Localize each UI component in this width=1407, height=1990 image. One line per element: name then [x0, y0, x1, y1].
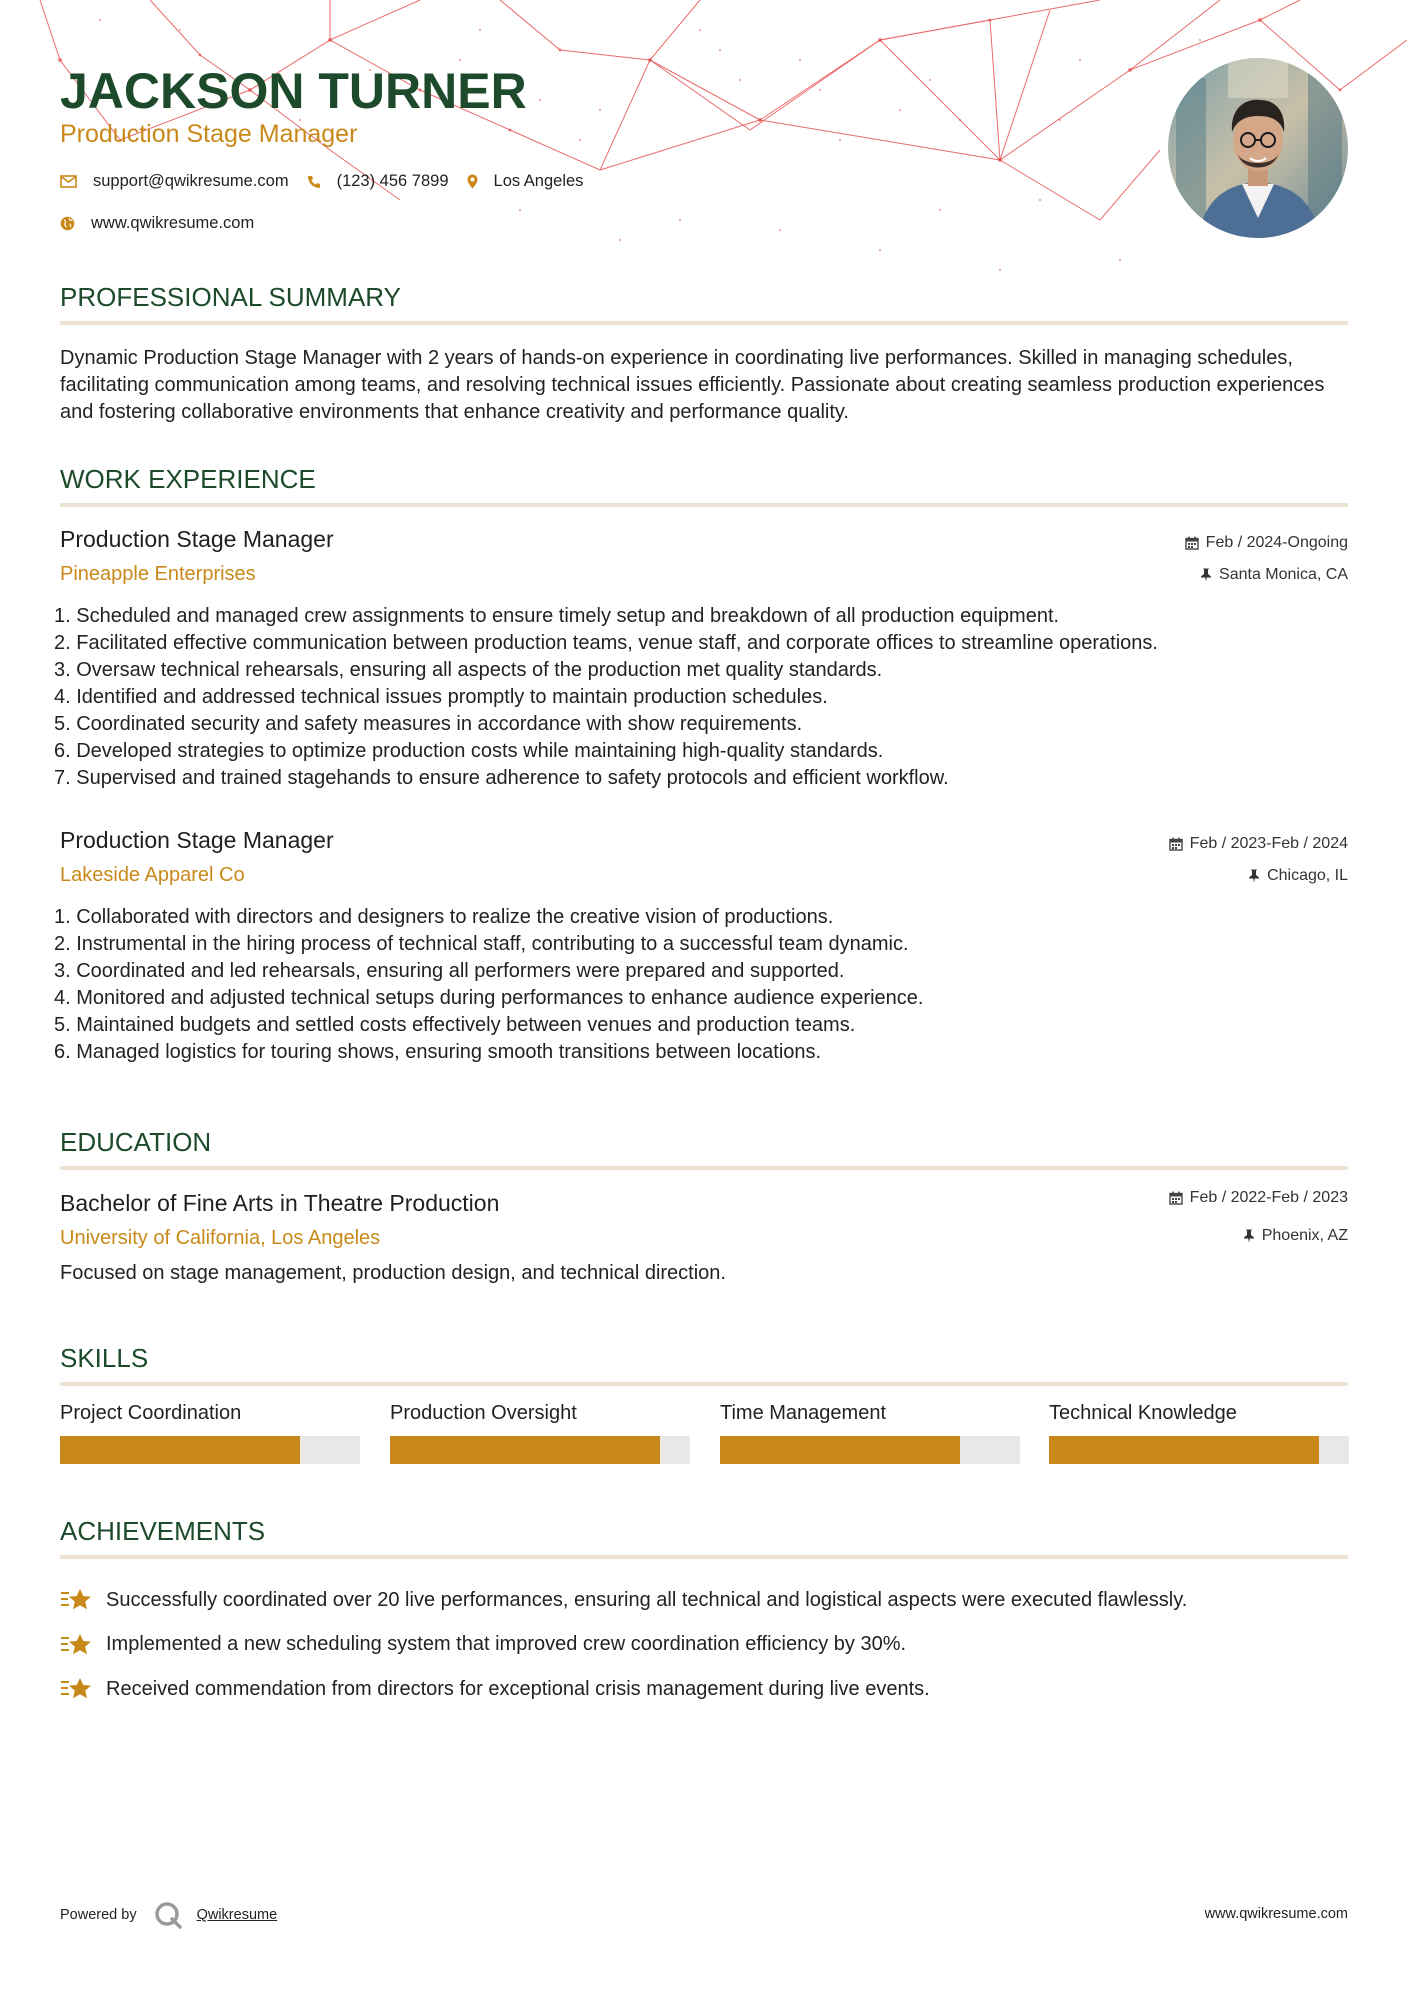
section-title-achievements: ACHIEVEMENTS [60, 1516, 266, 1546]
section-title-skills: SKILLS [60, 1343, 149, 1373]
pushpin-icon [1243, 1229, 1255, 1243]
star-icon [60, 1587, 92, 1613]
calendar-icon [1169, 1191, 1183, 1205]
list-item: 5. Maintained budgets and settled costs effectively between venues and production teams. [54, 1014, 856, 1036]
calendar-icon [1185, 536, 1199, 550]
footer-powered-by [60, 1900, 277, 1930]
list-item: 5. Coordinated security and safety measures in accordance with show requirements. [54, 713, 803, 735]
section-divider [60, 1382, 1348, 1386]
job-location [1248, 867, 1348, 885]
list-item: 7. Supervised and trained stagehands to ensure adherence to safety protocols and efficient workflow. [54, 767, 949, 789]
section-divider [60, 1166, 1348, 1170]
contact-email[interactable] [60, 172, 289, 191]
list-item: 3. Oversaw technical rehearsals, ensuring all aspects of the production met quality standards. [54, 659, 883, 681]
list-item: 3. Coordinated and led rehearsals, ensuring all performers were prepared and supported. [54, 960, 845, 982]
pushpin-icon [1200, 568, 1212, 582]
job-dates-text: Feb / 2023-Feb / 2024 [1189, 835, 1348, 852]
skill-bar-track [720, 1436, 1020, 1464]
list-item [60, 1667, 1187, 1712]
candidate-name: JACKSON TURNER [60, 63, 527, 119]
achievements-list [60, 1578, 1187, 1712]
list-item [60, 1623, 1187, 1668]
section-divider [60, 321, 1348, 325]
job-duties-list [54, 603, 1158, 792]
education-dates-text: Feb / 2022-Feb / 2023 [1189, 1189, 1348, 1206]
list-item: 6. Developed strategies to optimize production costs while maintaining high-quality standards. [54, 740, 884, 762]
pushpin-icon [1248, 869, 1260, 883]
contact-row-primary [60, 172, 601, 191]
list-item: 2. Instrumental in the hiring process of technical staff, contributing to a successful team dynamic. [54, 933, 909, 955]
candidate-title: Production Stage Manager [60, 120, 358, 148]
contact-location [467, 172, 584, 191]
phone-icon [307, 175, 321, 189]
section-title-experience: WORK EXPERIENCE [60, 464, 316, 494]
section-title-summary: PROFESSIONAL SUMMARY [60, 282, 401, 312]
skill-name: Technical Knowledge [1049, 1402, 1237, 1424]
skill-bar-fill [720, 1436, 960, 1464]
contact-website[interactable] [60, 214, 254, 233]
star-icon [60, 1632, 92, 1658]
skill-bar-fill [1049, 1436, 1319, 1464]
website-text: www.qwikresume.com [91, 214, 255, 232]
education-degree: Bachelor of Fine Arts in Theatre Production [60, 1190, 500, 1216]
envelope-icon [60, 175, 77, 188]
location-text: Los Angeles [493, 172, 584, 190]
job-title: Production Stage Manager [60, 526, 334, 552]
job-company: Lakeside Apparel Co [60, 864, 245, 886]
email-text: support@qwikresume.com [93, 172, 289, 190]
footer-website-link[interactable]: www.qwikresume.com [1204, 1906, 1348, 1922]
skill-item [720, 1402, 1020, 1464]
qwikresume-logo-icon [153, 1900, 183, 1930]
education-school: University of California, Los Angeles [60, 1227, 381, 1249]
education-location-text: Phoenix, AZ [1261, 1227, 1348, 1244]
map-pin-icon [467, 174, 478, 189]
job-location-text: Chicago, IL [1267, 867, 1348, 884]
list-item: 4. Monitored and adjusted technical setups during performances to enhance audience experience. [54, 987, 924, 1009]
job-duties-list [54, 904, 923, 1066]
list-item: 1. Scheduled and managed crew assignments to ensure timely setup and breakdown of all production equipment. [54, 605, 1060, 627]
job-location-text: Santa Monica, CA [1219, 566, 1348, 583]
job-title: Production Stage Manager [60, 827, 334, 853]
skill-item [390, 1402, 690, 1464]
job-company: Pineapple Enterprises [60, 563, 256, 585]
section-title-education: EDUCATION [60, 1127, 212, 1157]
section-divider [60, 1555, 1348, 1559]
list-item: 4. Identified and addressed technical issues promptly to maintain production schedules. [54, 686, 828, 708]
skill-name: Time Management [720, 1402, 886, 1424]
job-dates-text: Feb / 2024-Ongoing [1205, 534, 1348, 551]
education-dates [1169, 1189, 1348, 1207]
phone-text: (123) 456 7899 [336, 172, 449, 190]
contact-phone[interactable] [307, 172, 449, 191]
skill-bar-fill [390, 1436, 660, 1464]
skill-name: Project Coordination [60, 1402, 242, 1424]
list-item [60, 1578, 1187, 1623]
summary-text: Dynamic Production Stage Manager with 2 years of hands-on experience in coordinating live performances. Skilled in managing schedules, facilitating communication among teams, and resolving technical issues efficiently. Passionate about creating seamless production experiences and fostering collaborative environments that enhance creativity and performance quality. [60, 347, 1325, 423]
education-description: Focused on stage management, production design, and technical direction. [60, 1262, 726, 1284]
contact-row-secondary [60, 214, 272, 233]
section-divider [60, 503, 1348, 507]
achievement-text: Successfully coordinated over 20 live performances, ensuring all technical and logistical aspects were executed flawlessly. [106, 1588, 1188, 1611]
skill-bar-track [1049, 1436, 1349, 1464]
calendar-icon [1169, 837, 1183, 851]
star-icon [60, 1676, 92, 1702]
job-dates [1185, 534, 1348, 552]
job-location [1200, 566, 1348, 584]
footer-brand-link[interactable]: Qwikresume [196, 1907, 278, 1923]
skill-bar-fill [60, 1436, 300, 1464]
profile-photo [1168, 58, 1348, 238]
job-dates [1169, 835, 1348, 853]
list-item: 6. Managed logistics for touring shows, ensuring smooth transitions between locations. [54, 1041, 822, 1063]
skill-name: Production Oversight [390, 1402, 577, 1424]
powered-by-text: Powered by [60, 1907, 137, 1923]
skill-bar-track [390, 1436, 690, 1464]
achievement-text: Implemented a new scheduling system that improved crew coordination efficiency by 30%. [106, 1633, 907, 1656]
skill-item [60, 1402, 360, 1464]
list-item: 2. Facilitated effective communication between production teams, venue staff, and corporate offices to streamline operations. [54, 632, 1158, 654]
education-location [1243, 1227, 1348, 1245]
skill-bar-track [60, 1436, 360, 1464]
achievement-text: Received commendation from directors for exceptional crisis management during live events. [106, 1677, 930, 1700]
skill-item [1049, 1402, 1349, 1464]
globe-icon [60, 216, 75, 231]
list-item: 1. Collaborated with directors and designers to realize the creative vision of productions. [54, 906, 834, 928]
